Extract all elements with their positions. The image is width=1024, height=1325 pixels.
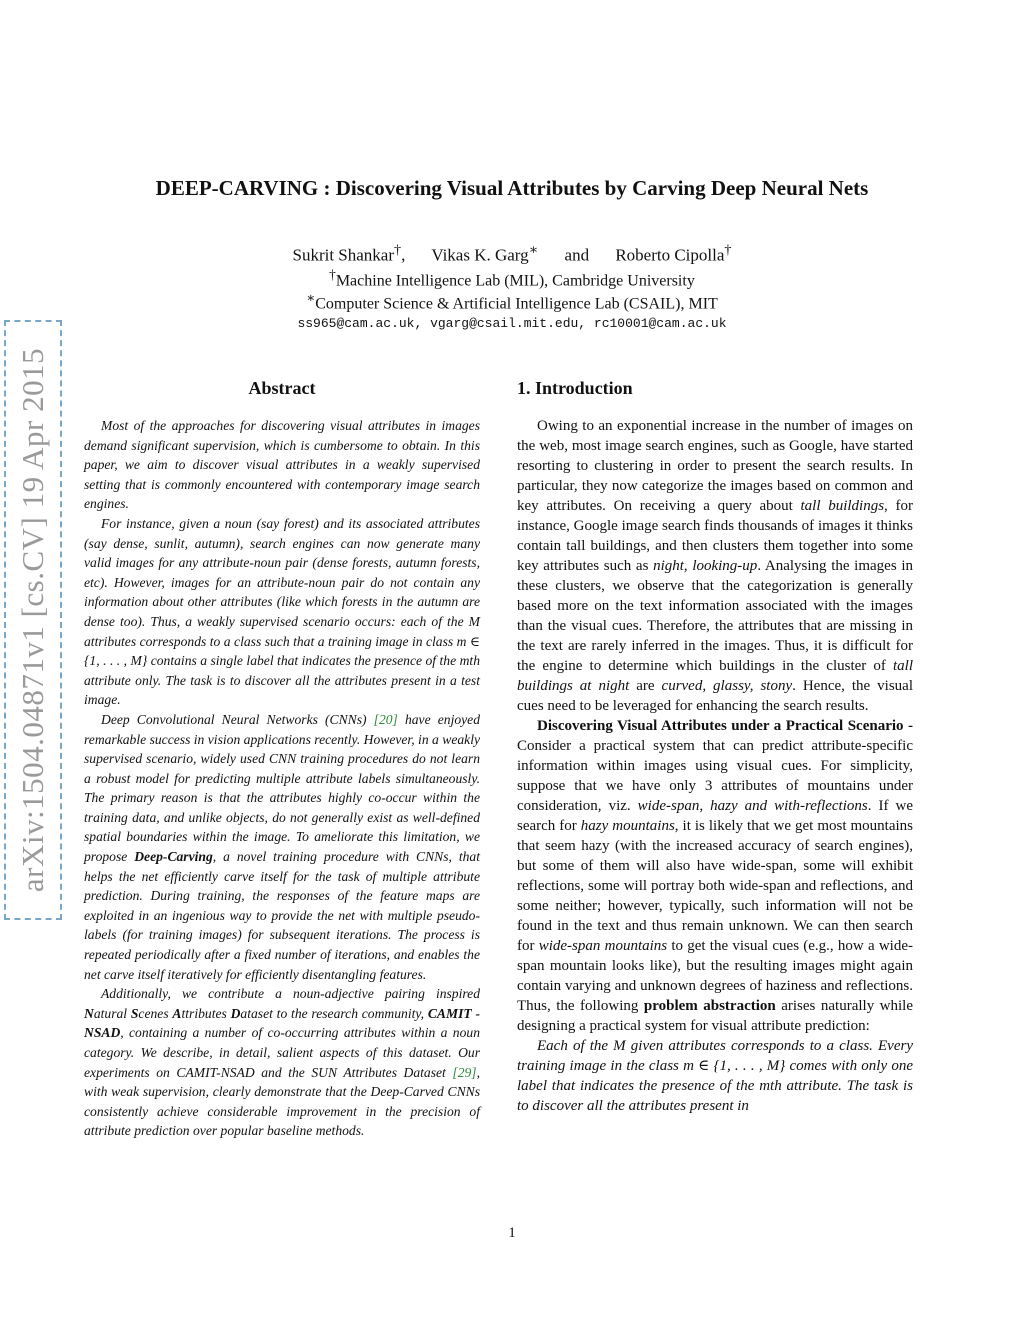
text-run: to get the visual cues (e.g., how a wide-span mountain looks like), but the resulting images might again contain varying and unknown degrees of haziness and reflections. Thus, the following [517, 938, 913, 1014]
text-run: ttributes [181, 1005, 231, 1021]
author-name: Vikas K. Garg [431, 245, 529, 265]
affiliation-mark: ∗ [306, 290, 316, 305]
text-run: , with weak supervision, clearly demonstrate that the Deep-Carved CNNs consistently achieve considerable improvement in the precision of attribute prediction over popular baseline methods. [84, 1064, 480, 1139]
intro-paragraph [517, 416, 913, 716]
text-run: Owing to an exponential increase in the number of images on the web, most image search engines, such as Google, have started resorting to clustering in order to present the search results. In particular, they now categorize the images based on common and key attributes. On receiving a query about [517, 418, 913, 514]
affiliation-mark: † [724, 242, 732, 258]
text-run: Additionally, we contribute a noun-adjective pairing inspired [101, 986, 480, 1002]
affiliation-text: Computer Science & Artificial Intelligence Lab (CSAIL), MIT [315, 295, 718, 313]
text-run: . If we search for [517, 798, 913, 834]
abstract-paragraph: Most of the approaches for discovering visual attributes in images demand significant supervision, which is cumbersome to obtain. In this paper, we aim to discover visual attributes in a weakly supervised setting that is commonly encountered with contemporary image search engines. [84, 418, 480, 512]
text-run: atural [93, 1005, 131, 1021]
text-run: , containing a number of co-occurring attributes within a noun category. We describe, in detail, salient aspects of this dataset. Our experiments on CAMIT-NSAD and the SUN Attributes Dataset [84, 1025, 480, 1080]
introduction-section [517, 378, 913, 1116]
emphasis: wide-span mountains [538, 938, 668, 954]
affiliation-line [60, 267, 964, 290]
problem-statement: Each of the M given attributes corresponds to a class. Every training image in the class m ∈ {1, . . . , M} comes with only one label that indicates the presence of the mth attribute. The task is to discover all the attributes present in [517, 1038, 913, 1114]
dataset-initial: S [130, 1005, 139, 1021]
abstract-heading: Abstract [248, 378, 316, 398]
text-run: Consider a practical system that can predict attribute-specific information within images using visual cues. For simplicity, suppose that we have only 3 attributes of mountains under consideration, viz. [517, 738, 913, 814]
abstract-paragraph: For instance, given a noun (say forest) and its associated attributes (say dense, sunlit, autumn), search engines can now generate many valid images for any attribute-noun pair (dense forests, autumn forests, etc). However, images for an attribute-noun pair do not contain any information about other attributes (like which forests in the autumn are dense too). Thus, a weakly supervised scenario occurs: each of the M attributes corresponds to a class such that a training image in class m ∈ {1, . . . , M} contains a single label that indicates the presence of the mth attribute only. The task is to discover all the attributes present in a test image. [84, 515, 480, 708]
text-run: . Hence, the visual cues need to be leveraged for enhancing the search results. [517, 678, 913, 714]
text-run: ataset to the research community, [240, 1005, 428, 1021]
text-run: , for instance, Google image search finds thousands of images it thinks contain tall buildings, and then clusters them together into some key attributes such as [517, 498, 913, 574]
text-run: cenes [138, 1005, 173, 1021]
text-run: , a novel training procedure with CNNs, that helps the net efficiently carve itself for the task of multiple attribute prediction. During training, the responses of the feature maps are exploited in an ingenious way to provide the net with multiple pseudo-labels (for training images) for subsequent iterations. The process is repeated periodically after a fixed number of iterations, and enables the net carve itself iteratively for efficiently disentangling features. [84, 849, 481, 982]
dataset-initial: N [84, 1005, 94, 1021]
arxiv-sidebar [4, 320, 62, 920]
author-name: Roberto Cipolla [615, 245, 725, 265]
intro-paragraph [517, 716, 913, 1036]
text-run: arises naturally while designing a practical system for visual attribute prediction: [517, 998, 914, 1034]
author-list: Sukrit Shankar†, Vikas K. Garg∗ and Roberto Cipolla† [292, 242, 732, 265]
emphasis: night, looking-up [653, 558, 758, 574]
author-emails: ss965@cam.ac.uk, vgarg@csail.mit.edu, rc10001@cam.ac.uk [297, 316, 727, 331]
affiliation-mark: † [394, 242, 402, 258]
dataset-name: CAMIT - NSAD [84, 1005, 480, 1041]
text-run: are [629, 678, 662, 694]
abstract-paragraph [84, 710, 480, 984]
dataset-initial: A [172, 1005, 182, 1021]
affiliation-mark: ∗ [528, 242, 539, 258]
paper-title: DEEP-CARVING : Discovering Visual Attributes by Carving Deep Neural Nets [155, 176, 869, 200]
paragraph-lead: Discovering Visual Attributes under a Practical Scenario - [537, 718, 913, 734]
text-run: , it is likely that we get most mountains that seem hazy (with the increased accuracy of search engines), but some of them will also have wide-span, some will exhibit reflections, some will portray both wide-span and reflections, and some neither; however, typically, such information will not be found in the text and thus remain unknown. We can then search for [517, 818, 914, 954]
dataset-initial: D [230, 1005, 241, 1021]
section-heading: 1. Introduction [517, 378, 633, 398]
text-run: Deep Convolutional Neural Networks (CNNs) [101, 711, 374, 727]
citation-link[interactable]: [29] [452, 1064, 477, 1080]
emphasis: tall buildings at night [517, 658, 913, 694]
method-name: Deep-Carving [134, 849, 213, 865]
author-conjunction: and [564, 245, 590, 265]
affiliation-text: Machine Intelligence Lab (MIL), Cambridge University [335, 272, 695, 290]
emphasis-bold: problem abstraction [643, 998, 776, 1014]
citation-link[interactable]: [20] [373, 711, 398, 727]
emphasis: hazy mountains [580, 818, 675, 834]
emphasis: curved, glassy, stony [661, 678, 793, 694]
affiliation-mark: † [329, 267, 336, 282]
affiliation-line [60, 290, 964, 313]
text-run: have enjoyed remarkable success in vision applications recently. However, in a weakly supervised scenario, widely used CNN training procedures do not learn a robust model for predicting multiple attribute labels simultaneously. The primary reason is that the attributes highly co-occur within the training data, and unlike objects, do not generally exist as well-defined spatial boundaries within the image. To ameliorate this limitation, we propose [84, 711, 481, 865]
page-number: 1 [508, 1225, 516, 1241]
abstract-paragraph [84, 984, 480, 1141]
emphasis: tall buildings [800, 498, 885, 514]
text-run: . Analysing the images in these clusters, we observe that the categorization is generally based more on the text information associated with the images than the visual cues. Therefore, the attributes that are missing in the text are rarely inferred in the images. Thus, it is difficult for the engine to determine which buildings in the cluster of [517, 558, 913, 674]
abstract-section [84, 378, 480, 1141]
arxiv-identifier: arXiv:1504.04871v1 [cs.CV] 19 Apr 2015 [15, 347, 50, 893]
emphasis: wide-span, hazy and with-reflections [637, 798, 868, 814]
author-name: Sukrit Shankar [292, 245, 395, 265]
